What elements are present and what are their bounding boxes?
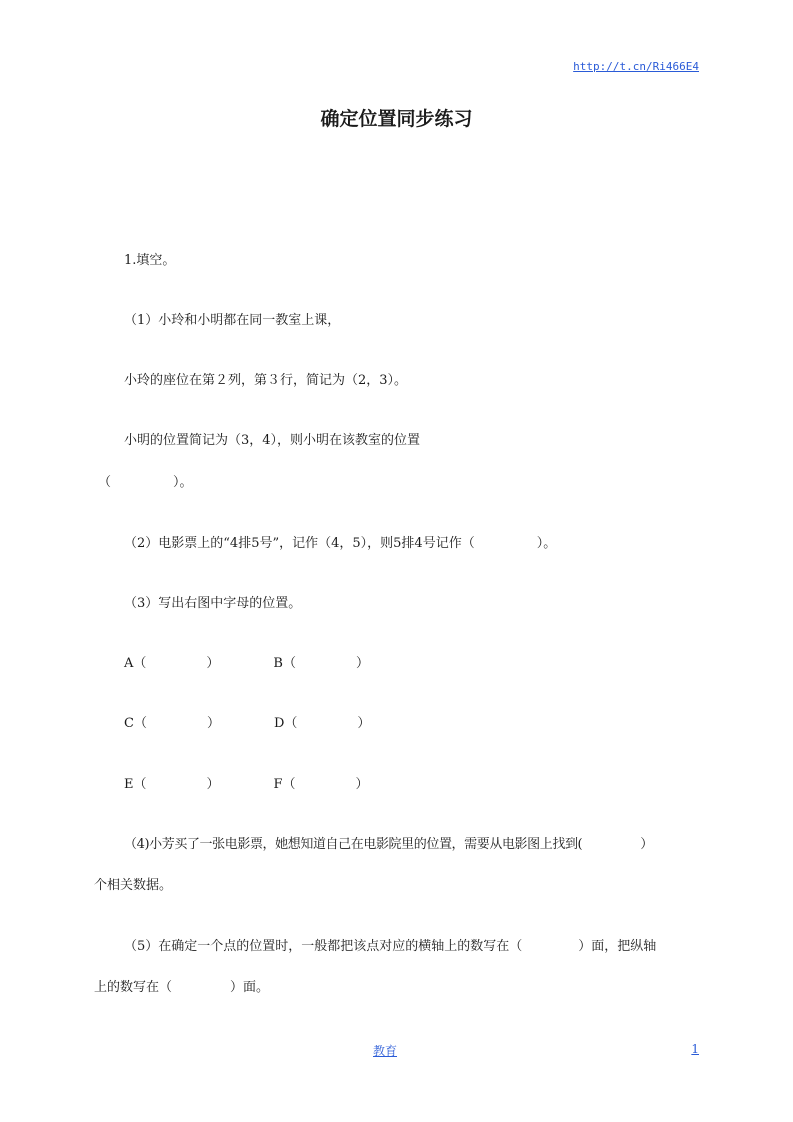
part-4-text: （4)小芳买了一张电影票，她想知道自己在电影院里的位置，需要从电影图上找到( [124, 837, 583, 852]
part-4-line-1 [124, 837, 653, 853]
letter-row-3 [124, 777, 369, 793]
blank-close-paren: ） [355, 777, 369, 792]
part-5-line-1 [124, 939, 656, 955]
letter-row-1 [124, 656, 369, 672]
blank-close-paren: ） [206, 656, 220, 671]
page-number[interactable]: 1 [691, 1042, 699, 1056]
part-1-line-3: 小明的位置简记为（3，4），则小明在该教室的位置 [124, 433, 421, 448]
blank-close-paren: ） [206, 777, 220, 792]
part-2-text: （2）电影票上的“4排5号”，记作（4，5），则5排4号记作（ [124, 536, 475, 551]
part-4-line-2: 个相关数据。 [94, 878, 173, 893]
part-5-line-2 [94, 980, 269, 996]
part-2-line [124, 536, 556, 552]
part-1-line-1: （1）小玲和小明都在同一教室上课， [124, 313, 341, 328]
blank-open-paren: （ [98, 475, 112, 490]
part-5-text: （5）在确定一个点的位置时，一般都把该点对应的横轴上的数写在（ [124, 939, 523, 954]
letter-b-label: B（ [273, 656, 296, 671]
blank-close-paren: ） [355, 656, 369, 671]
letter-row-2 [124, 716, 370, 732]
letter-d-label: D（ [273, 716, 298, 731]
page-title: 确定位置同步练习 [320, 108, 473, 130]
part-1-line-4 [98, 475, 193, 491]
blank-close-paren: ） [206, 716, 220, 731]
part-5-mid-text: ）面，把纵轴 [578, 939, 657, 954]
letter-f-label: F（ [273, 777, 296, 792]
part-5-text-2: 上的数写在（ [94, 980, 173, 995]
source-url-link[interactable]: http://t.cn/Ri466E4 [573, 60, 699, 73]
footer-link[interactable]: 教育 [373, 1044, 398, 1058]
part-3-line: （3）写出右图中字母的位置。 [124, 596, 302, 611]
letter-e-label: E（ [124, 777, 147, 792]
blank-close-paren: ）。 [173, 475, 193, 490]
letter-c-label: C（ [124, 716, 147, 731]
blank-close-paren: ） [640, 837, 653, 852]
blank-close-paren: ）。 [536, 536, 557, 551]
blank-close-paren: ） [357, 716, 371, 731]
letter-a-label: A（ [124, 656, 147, 671]
question-1-label: 1.填空。 [124, 253, 176, 268]
blank-close-paren: ）面。 [230, 980, 270, 995]
part-1-line-2: 小玲的座位在第２列，第３行，简记为（2，3）。 [124, 373, 408, 388]
